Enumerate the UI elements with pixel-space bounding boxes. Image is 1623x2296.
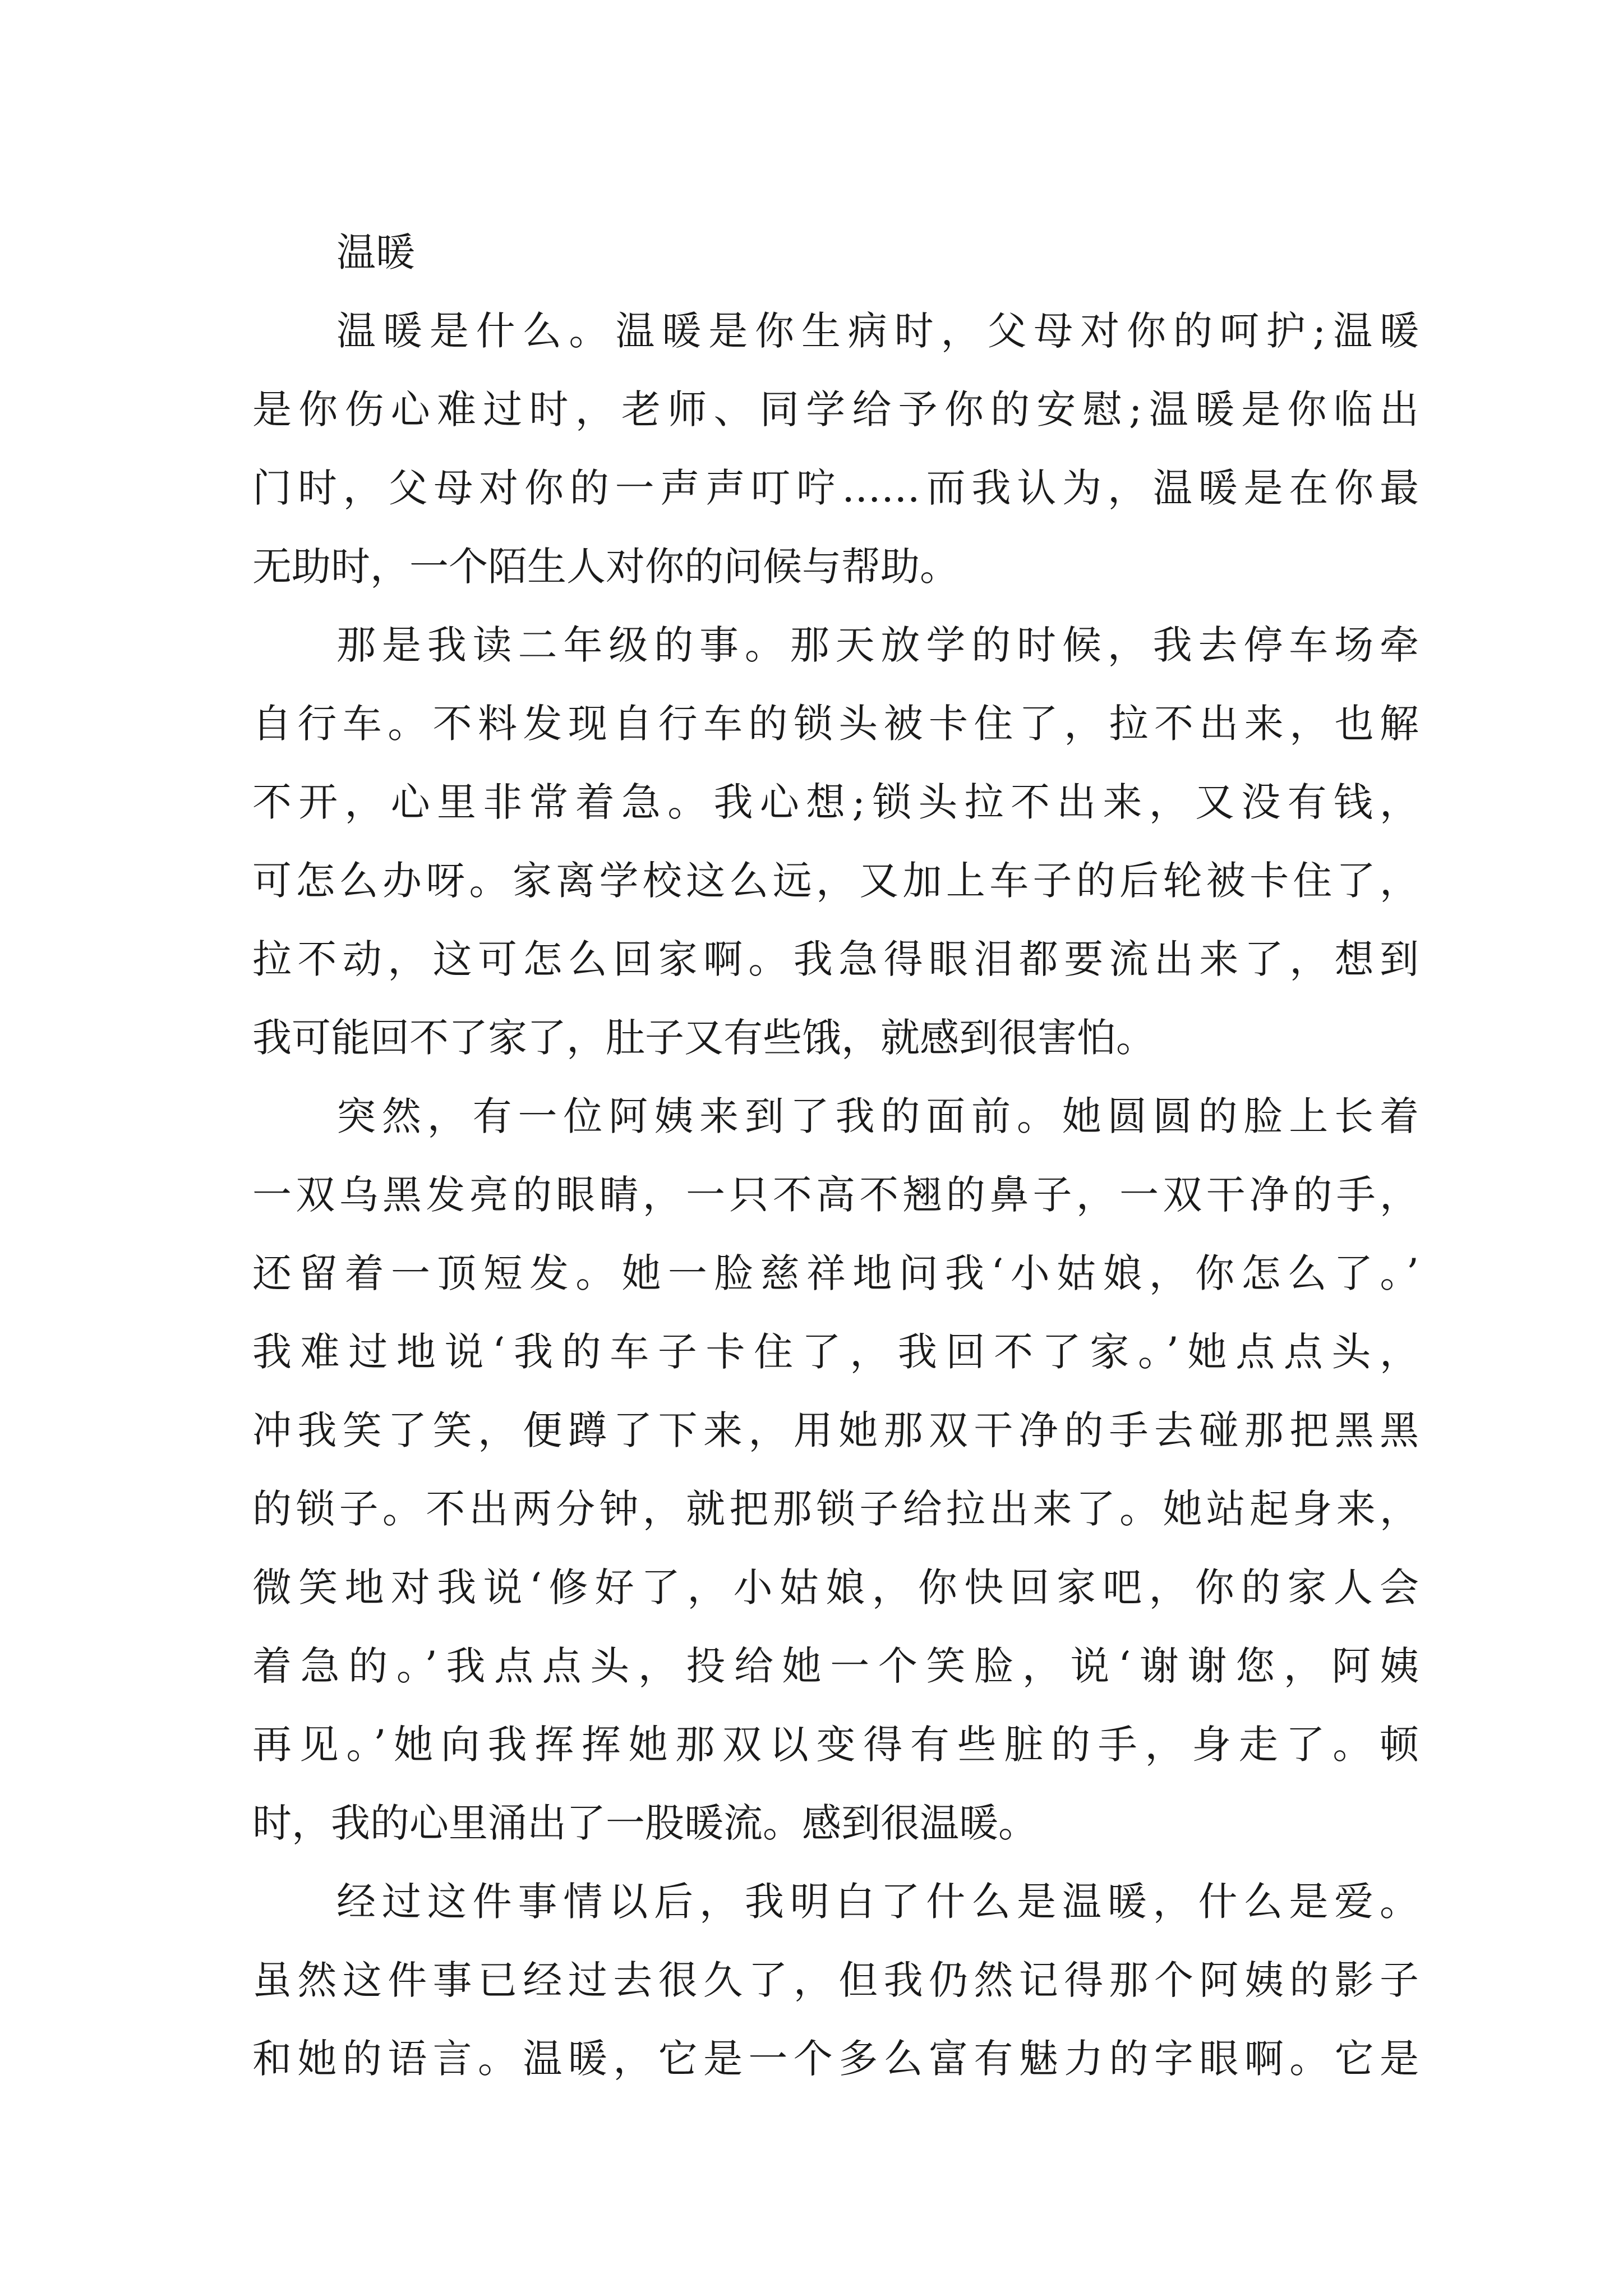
- paragraph-2-line-2: 自行车。不料发现自行车的锁头被卡住了，拉不出来，也解: [252, 701, 1419, 747]
- paragraph-3-line-6: 的锁子。不出两分钟，就把那锁子给拉出来了。她站起身来，: [252, 1486, 1419, 1532]
- paragraph-4-line-3: 和她的语言。温暖，它是一个多么富有魅力的字眼啊。它是: [252, 2036, 1419, 2082]
- paragraph-3-line-3: 还留着一顶短发。她一脸慈祥地问我‘小姑娘，你怎么了。’: [252, 1250, 1419, 1296]
- paragraph-3-line-9: 再见。’她向我挥挥她那双以变得有些脏的手，身走了。顿: [252, 1722, 1419, 1768]
- paragraph-3-line-7: 微笑地对我说‘修好了，小姑娘，你快回家吧，你的家人会: [252, 1565, 1419, 1611]
- paragraph-2-line-3: 不开，心里非常着急。我心想;锁头拉不出来，又没有钱，: [252, 779, 1419, 825]
- paragraph-1-line-2: 是你伤心难过时，老师、同学给予你的安慰;温暖是你临出: [252, 386, 1419, 432]
- paragraph-3-line-1: 突然，有一位阿姨来到了我的面前。她圆圆的脸上长着: [336, 1093, 1419, 1139]
- paragraph-2-line-1: 那是我读二年级的事。那天放学的时候，我去停车场牵: [336, 622, 1419, 668]
- paragraph-3-line-4: 我难过地说‘我的车子卡住了，我回不了家。’她点点头，: [252, 1329, 1419, 1375]
- paragraph-3-line-8: 着急的。’我点点头，投给她一个笑脸，说‘谢谢您，阿姨: [252, 1643, 1419, 1689]
- paragraph-2-line-4: 可怎么办呀。家离学校这么远，又加上车子的后轮被卡住了，: [252, 858, 1419, 904]
- paragraph-1-line-4: 无助时，一个陌生人对你的问候与帮助。: [252, 544, 959, 590]
- paragraph-2-line-5: 拉不动，这可怎么回家啊。我急得眼泪都要流出来了，想到: [252, 936, 1419, 982]
- essay-body: [252, 213, 1419, 2098]
- paragraph-1-line-1: 温暖是什么。温暖是你生病时，父母对你的呵护;温暖: [336, 308, 1419, 354]
- paragraph-1-line-3: 门时，父母对你的一声声叮咛……而我认为，温暖是在你最: [252, 465, 1419, 511]
- paragraph-4-line-2: 虽然这件事已经过去很久了，但我仍然记得那个阿姨的影子: [252, 1957, 1419, 2003]
- paragraph-3-line-5: 冲我笑了笑，便蹲了下来，用她那双干净的手去碰那把黑黑: [252, 1407, 1419, 1453]
- paragraph-4-line-1: 经过这件事情以后，我明白了什么是温暖，什么是爱。: [336, 1879, 1419, 1925]
- essay-title: 温暖: [336, 229, 415, 275]
- paragraph-3-line-2: 一双乌黑发亮的眼睛，一只不高不翘的鼻子，一双干净的手，: [252, 1172, 1419, 1218]
- paragraph-2-line-6: 我可能回不了家了，肚子又有些饿，就感到很害怕。: [252, 1015, 1155, 1061]
- paragraph-3-line-10: 时，我的心里涌出了一股暖流。感到很温暖。: [252, 1800, 1038, 1846]
